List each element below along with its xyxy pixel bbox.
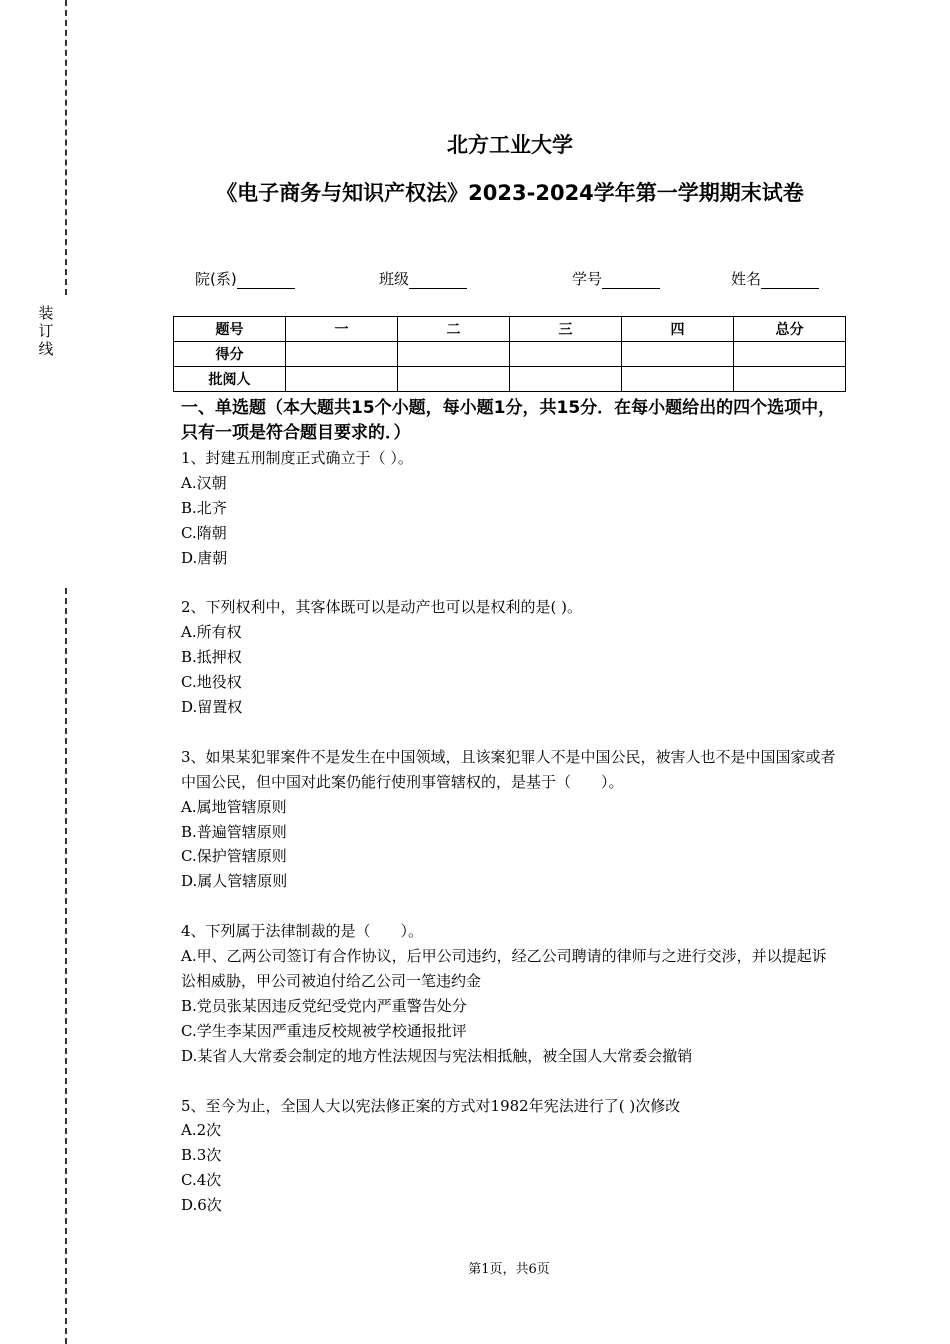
score-cell[interactable] — [622, 367, 734, 392]
question-option: D.6次 — [181, 1196, 222, 1215]
info-field-label: 姓名 — [731, 270, 762, 288]
question-option: C.隋朝 — [181, 523, 227, 542]
question-option: B.北齐 — [181, 498, 227, 517]
info-field-name — [731, 268, 819, 289]
question-option: A.汉朝 — [181, 473, 227, 492]
question-option: D.某省人大常委会制定的地方性法规因与宪法相抵触，被全国人大常委会撤销 — [181, 1046, 693, 1065]
question-option: C.4次 — [181, 1171, 222, 1190]
score-table-header-cell: 四 — [622, 317, 734, 342]
score-table-header-cell: 一 — [286, 317, 398, 342]
fill-blank[interactable] — [409, 272, 467, 289]
exam-content — [181, 396, 841, 1243]
exam-title: 《电子商务与知识产权法》2023-2024学年第一学期期末试卷 — [216, 181, 804, 205]
question-option: D.唐朝 — [181, 548, 228, 567]
score-table-header-row — [174, 317, 846, 342]
info-field-student-id — [572, 268, 660, 289]
question-4 — [181, 919, 841, 1068]
info-field-class — [379, 268, 467, 289]
score-table-row — [174, 342, 846, 367]
question-option: D.留置权 — [181, 698, 243, 717]
question-option: B.抵押权 — [181, 648, 242, 667]
question-option: D.属人管辖原则 — [181, 872, 288, 891]
question-stem: 2、下列权利中，其客体既可以是动产也可以是权利的是( )。 — [181, 598, 583, 617]
score-cell[interactable] — [286, 367, 398, 392]
score-table-header-cell: 二 — [398, 317, 510, 342]
info-field-label: 院(系) — [195, 270, 237, 288]
score-cell[interactable] — [398, 367, 510, 392]
student-info-row — [0, 268, 950, 292]
question-3 — [181, 745, 841, 894]
fill-blank[interactable] — [237, 272, 295, 289]
score-table-row-label: 得分 — [174, 342, 286, 367]
question-2 — [181, 595, 841, 720]
question-stem: 1、封建五刑制度正式确立于（ ）。 — [181, 449, 413, 467]
university-title: 北方工业大学 — [447, 133, 573, 157]
question-option: A.2次 — [181, 1121, 222, 1140]
question-5 — [181, 1094, 841, 1219]
question-option: A.所有权 — [181, 623, 242, 642]
question-option: C.学生李某因严重违反校规被学校通报批评 — [181, 1021, 467, 1040]
score-cell[interactable] — [510, 342, 622, 367]
question-stem: 3、如果某犯罪案件不是发生在中国领域，且该案犯罪人不是中国公民，被害人也不是中国国家或者中国公民，但中国对此案仍能行使刑事管辖权的，是基于（ ）。 — [181, 747, 836, 791]
info-field-label: 学号 — [572, 270, 603, 288]
fill-blank[interactable] — [761, 272, 819, 289]
binding-label — [38, 304, 54, 358]
score-table-row — [174, 367, 846, 392]
question-option: C.地役权 — [181, 673, 242, 692]
fill-blank[interactable] — [602, 272, 660, 289]
binding-char: 线 — [38, 340, 54, 358]
question-1 — [181, 446, 841, 571]
question-option: A.属地管辖原则 — [181, 797, 287, 816]
question-option: C.保护管辖原则 — [181, 847, 287, 866]
score-cell[interactable] — [734, 342, 846, 367]
score-cell[interactable] — [622, 342, 734, 367]
score-table-header-cell: 三 — [510, 317, 622, 342]
score-table — [173, 316, 846, 392]
question-stem: 5、至今为止，全国人大以宪法修正案的方式对1982年宪法进行了( )次修改 — [181, 1096, 681, 1115]
question-option: A.甲、乙两公司签订有合作协议，后甲公司违约，经乙公司聘请的律师与之进行交涉，并以提起诉讼相威胁，甲公司被迫付给乙公司一笔违约金 — [181, 947, 827, 990]
page-footer: 第1页，共6页 — [468, 1262, 550, 1277]
score-cell[interactable] — [398, 342, 510, 367]
score-cell[interactable] — [510, 367, 622, 392]
section-heading: 一、单选题（本大题共15个小题，每小题1分，共15分．在每小题给出的四个选项中，只有一项是符合题目要求的．） — [181, 398, 836, 443]
info-field-department — [195, 268, 295, 289]
binding-char: 装 — [38, 304, 54, 322]
binding-dashed-line-bottom — [65, 588, 67, 1344]
score-table-header-cell: 题号 — [174, 317, 286, 342]
question-option: B.党员张某因违反党纪受党内严重警告处分 — [181, 996, 467, 1015]
question-stem: 4、下列属于法律制裁的是（ ）。 — [181, 922, 424, 941]
score-table-header-cell: 总分 — [734, 317, 846, 342]
question-option: B.普遍管辖原则 — [181, 822, 287, 841]
binding-char: 订 — [38, 322, 54, 340]
score-cell[interactable] — [286, 342, 398, 367]
question-option: B.3次 — [181, 1146, 222, 1165]
score-cell[interactable] — [734, 367, 846, 392]
score-table-row-label: 批阅人 — [174, 367, 286, 392]
info-field-label: 班级 — [379, 270, 410, 288]
